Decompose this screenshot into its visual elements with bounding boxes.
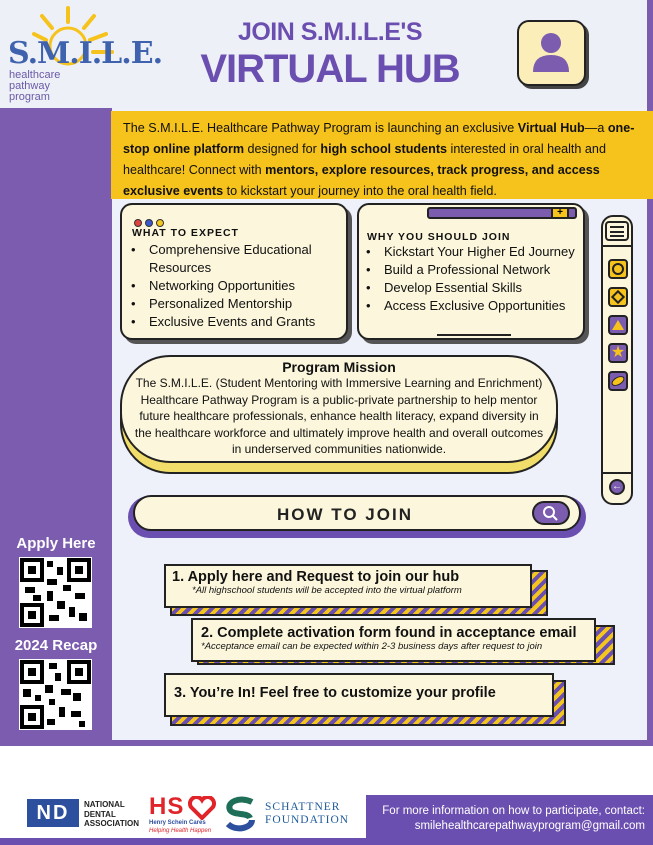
qr-code-icon (19, 557, 92, 628)
intro-text: —a (584, 121, 608, 135)
schattner-line: SCHATTNER (265, 801, 341, 813)
intro-text: to kickstart your journey into the oral health field. (223, 184, 497, 198)
henry-schein-logo: HS (149, 793, 185, 820)
back-arrow-icon[interactable]: ← (609, 479, 625, 495)
intro-bold: Virtual Hub (517, 121, 585, 135)
star-icon: ★ (608, 343, 628, 363)
apply-here-label: Apply Here (16, 535, 96, 552)
list-item: • Kickstart Your Higher Ed Journey (361, 243, 586, 261)
nda-logo: ND (27, 799, 79, 827)
divider (603, 472, 631, 474)
why-heading: WHY YOU SHOULD JOIN (367, 231, 511, 243)
bottom-bar (0, 838, 366, 845)
leaf-icon (608, 371, 628, 391)
schattner-logo-icon (222, 796, 260, 832)
recap-qr-code[interactable] (19, 659, 92, 730)
step-note: *All highschool students will be accepted into the virtual platform (192, 585, 462, 596)
page-title-line2: VIRTUAL HUB (200, 47, 460, 91)
divider (603, 245, 631, 247)
list-item: • Exclusive Events and Grants (126, 313, 326, 331)
logo-subtitle (9, 70, 60, 103)
nda-name (84, 800, 139, 829)
why-join-card (357, 203, 585, 340)
logo-sub-line: healthcare (9, 69, 61, 81)
henry-schein-tagline: Helping Health Happen (149, 828, 212, 834)
side-toolbar (601, 215, 633, 505)
intro-bold: mentors, explore resources, track progress, and access exclusive events (123, 163, 600, 198)
intro-text: designed for (244, 142, 321, 156)
step-title: 3. You’re In! Feel free to customize your profile (174, 685, 496, 701)
search-icon (534, 503, 568, 523)
expect-heading: WHAT TO EXPECT (132, 227, 239, 239)
intro-bold: high school students (320, 142, 448, 156)
intro-paragraph (111, 111, 653, 199)
list-item: • Networking Opportunities (126, 277, 326, 295)
step-title: 2. Complete activation form found in acceptance email (201, 625, 577, 641)
heart-icon (188, 796, 216, 820)
dot-icon (145, 219, 153, 227)
list-item: • Build a Professional Network (361, 261, 586, 279)
intro-text: interested in oral health and healthcare! Connect with (123, 142, 606, 177)
step-2 (191, 618, 596, 662)
step-3 (164, 673, 554, 717)
page-title-line1: JOIN S.M.I.L.E'S (237, 18, 423, 46)
intro-bold: one-stop online platform (123, 121, 635, 156)
mission-heading: Program Mission (282, 359, 396, 375)
circle-icon (608, 259, 628, 279)
list-item: • Develop Essential Skills (361, 279, 586, 297)
how-to-join-bar (133, 495, 581, 531)
qr-code-icon (19, 659, 92, 730)
profile-card (517, 20, 586, 86)
nda-line: DENTAL (84, 809, 116, 819)
henry-schein-name: Henry Schein Cares (149, 820, 206, 826)
schattner-line: FOUNDATION (265, 814, 350, 826)
user-icon (519, 22, 584, 84)
menu-icon (605, 221, 629, 241)
divider (437, 334, 511, 336)
window-titlebar (427, 207, 577, 219)
step-1 (164, 564, 532, 608)
dot-icon (134, 219, 142, 227)
add-icon: + (551, 207, 569, 219)
logo-sub-line: pathway (9, 80, 50, 92)
schattner-name (265, 801, 349, 827)
logo-wordmark: S.M.I.L.E. (8, 36, 163, 71)
list-item: • Comprehensive Educational Resources (126, 241, 326, 277)
logo-sub-line: program (9, 91, 50, 103)
contact-email[interactable]: smilehealthcarepathwayprogram@gmail.com (414, 820, 645, 832)
step-note: *Acceptance email can be expected within 2-3 business days after request to join (201, 641, 543, 652)
list-item: • Personalized Mentorship (126, 295, 326, 313)
search-button[interactable] (532, 501, 570, 525)
mission-text: The S.M.I.L.E. (Student Mentoring with Immersive Learning and Enrichment) Healthcare Pathway Program is a public-private partnership to help mentor future healthcare professionals, enhance health literacy, expand diversity in the healthcare workforce and ultimately improve health and overall outcomes in underserved communities nationwide. (134, 376, 544, 456)
list-item: • Access Exclusive Opportunities (361, 297, 586, 315)
mission-card (120, 355, 558, 463)
triangle-icon (608, 315, 628, 335)
dot-icon (156, 219, 164, 227)
nda-line: NATIONAL (84, 800, 125, 809)
diamond-icon (608, 287, 628, 307)
what-to-expect-card (120, 203, 348, 340)
step-title: 1. Apply here and Request to join our hub (172, 569, 460, 585)
nda-line: ASSOCIATION (84, 819, 139, 828)
contact-text: For more information on how to participate, contact: (382, 805, 645, 817)
how-to-join-label: HOW TO JOIN (277, 505, 413, 524)
recap-label: 2024 Recap (14, 637, 98, 654)
why-list (361, 243, 586, 315)
intro-text: The S.M.I.L.E. Healthcare Pathway Program is launching an exclusive (123, 121, 518, 135)
apply-qr-code[interactable] (19, 557, 92, 628)
expect-list (126, 241, 326, 331)
contact-box (366, 795, 653, 845)
